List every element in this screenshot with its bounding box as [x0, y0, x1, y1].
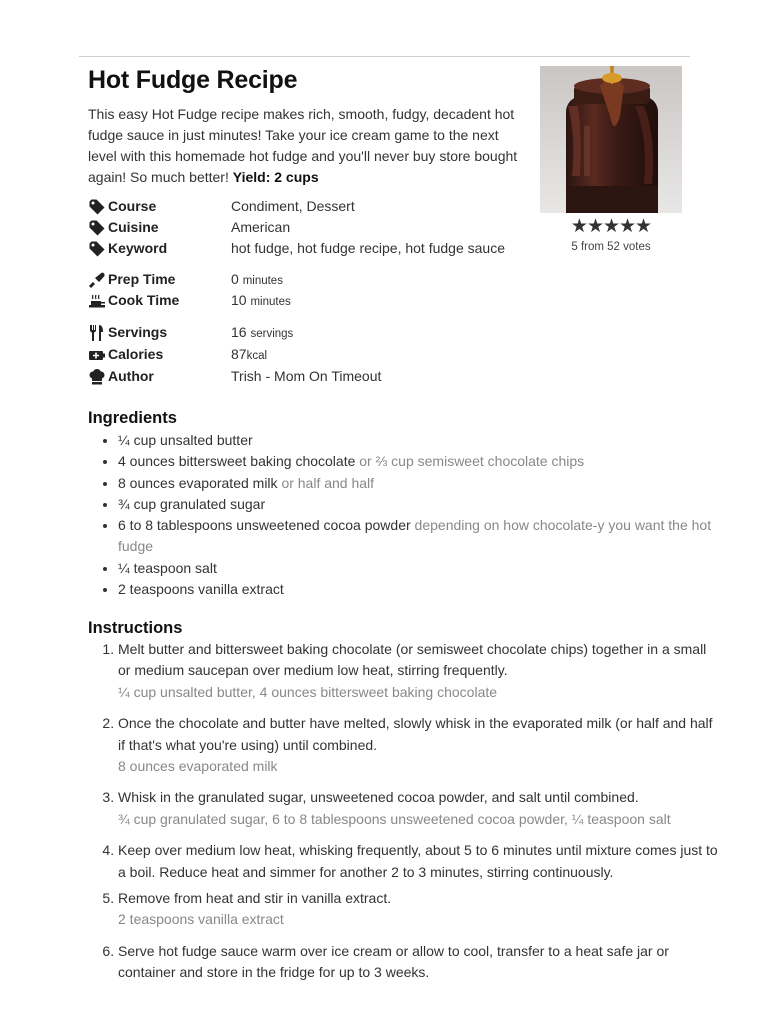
meta-prep-time: [88, 270, 528, 290]
fork-knife-icon: [88, 324, 106, 342]
calories-value-wrap: [231, 346, 267, 362]
rating-votes: 5 from 52 votes: [571, 241, 651, 253]
knife-icon: [88, 271, 106, 289]
rating-stars[interactable]: ★★★★★: [570, 216, 652, 237]
ingredients-heading: Ingredients: [88, 409, 177, 427]
author-label: Author: [108, 368, 154, 384]
cook-time-unit: minutes: [250, 296, 291, 308]
yield-label: Yield: 2 cups: [232, 169, 319, 185]
instruction-step: 2. Once the chocolate and butter have melted, slowly whisk in the evaporated milk (or half and half if that's what you're using) until combined. 8 ounces evaporated milk: [118, 713, 718, 777]
chef-hat-icon: [88, 368, 106, 386]
servings-label: Servings: [108, 324, 168, 340]
prep-time-label: Prep Time: [108, 271, 176, 287]
course-value: Condiment, Dessert: [231, 198, 355, 214]
instruction-step: 1. Melt butter and bittersweet baking chocolate (or semisweet chocolate chips) together in a small or medium saucepan over medium low heat, stirring frequently. ¼ cup unsalted butter, 4 ounces bittersweet baking chocolate: [118, 639, 718, 703]
pot-icon: [88, 292, 106, 310]
instruction-step: 3. Whisk in the granulated sugar, unsweetened cocoa powder, and salt until combined. ¾ cup granulated sugar, 6 to 8 tablespoons unsweetened cocoa powder, ¼ teaspoon salt: [118, 787, 718, 830]
author-value[interactable]: Trish - Mom On Timeout: [231, 368, 382, 384]
servings-value[interactable]: 16: [231, 324, 247, 340]
battery-icon: [88, 346, 106, 364]
ingredient-item: • ¼ cup unsalted butter: [118, 430, 718, 451]
tag-icon: [88, 240, 106, 258]
prep-time-value: 0: [231, 271, 239, 287]
meta-course: [88, 197, 528, 217]
tag-icon: [88, 198, 106, 216]
instructions-heading: Instructions: [88, 619, 183, 637]
ingredient-item: • 2 teaspoons vanilla extract: [118, 579, 718, 600]
instruction-step: 5. Remove from heat and stir in vanilla extract. 2 teaspoons vanilla extract: [118, 888, 718, 931]
servings-value-wrap: [231, 324, 293, 340]
ingredient-item: • 4 ounces bittersweet baking chocolate or ⅔ cup semisweet chocolate chips: [118, 451, 718, 472]
instruction-step: 6. Serve hot fudge sauce warm over ice cream or allow to cool, transfer to a heat safe jar or container and store in the fridge for up to 3 weeks.: [118, 941, 718, 984]
course-label: Course: [108, 198, 157, 214]
recipe-summary: [88, 104, 528, 188]
ingredient-item: • 6 to 8 tablespoons unsweetened cocoa powder depending on how chocolate-y you want the hot fudge: [118, 515, 718, 558]
step-ingredients: 8 ounces evaporated milk: [118, 758, 278, 775]
ingredient-item: • 8 ounces evaporated milk or half and half: [118, 473, 718, 494]
instructions-list: [88, 639, 718, 984]
top-divider: [79, 56, 690, 57]
cook-time-value-wrap: [231, 292, 291, 308]
recipe-photo[interactable]: [540, 66, 682, 213]
prep-time-unit: minutes: [242, 275, 283, 287]
summary-text: This easy Hot Fudge recipe makes rich, smooth, fudgy, decadent hot fudge sauce in just minutes! Take your ice cream game to the next level with this homemade hot fudge and you'll never buy store bought again! So much better!: [88, 106, 518, 185]
keyword-value: hot fudge, hot fudge recipe, hot fudge sauce: [231, 240, 505, 256]
step-ingredients: ¼ cup unsalted butter, 4 ounces bittersweet baking chocolate: [118, 683, 498, 700]
step-ingredients: 2 teaspoons vanilla extract: [118, 911, 284, 928]
meta-keyword: [88, 239, 528, 259]
cuisine-value: American: [231, 219, 291, 235]
tag-icon: [88, 219, 106, 237]
ingredients-list: [88, 430, 718, 600]
cuisine-label: Cuisine: [108, 219, 159, 235]
meta-servings: [88, 323, 528, 343]
calories-unit: kcal: [246, 350, 268, 362]
meta-calories: [88, 345, 528, 365]
instruction-step: 4. Keep over medium low heat, whisking frequently, about 5 to 6 minutes until mixture comes just to a boil. Reduce heat and simmer for another 2 to 3 minutes, stirring continuously.: [118, 840, 718, 883]
meta-author: [88, 367, 528, 387]
step-ingredients: ¾ cup granulated sugar, 6 to 8 tablespoons unsweetened cocoa powder, ¼ teaspoon salt: [118, 810, 671, 827]
keyword-label: Keyword: [108, 240, 168, 256]
hot-fudge-jar-image: [540, 66, 682, 213]
ingredient-item: • ¾ cup granulated sugar: [118, 494, 718, 515]
ingredient-item: • ¼ teaspoon salt: [118, 558, 718, 579]
meta-cook-time: [88, 291, 528, 311]
prep-time-value-wrap: [231, 271, 283, 287]
servings-unit: servings: [250, 328, 294, 340]
cook-time-label: Cook Time: [108, 292, 180, 308]
cook-time-value: 10: [231, 292, 247, 308]
meta-cuisine: [88, 218, 528, 238]
recipe-title: Hot Fudge Recipe: [88, 66, 298, 94]
calories-value: 87: [231, 346, 247, 362]
calories-label: Calories: [108, 346, 164, 362]
